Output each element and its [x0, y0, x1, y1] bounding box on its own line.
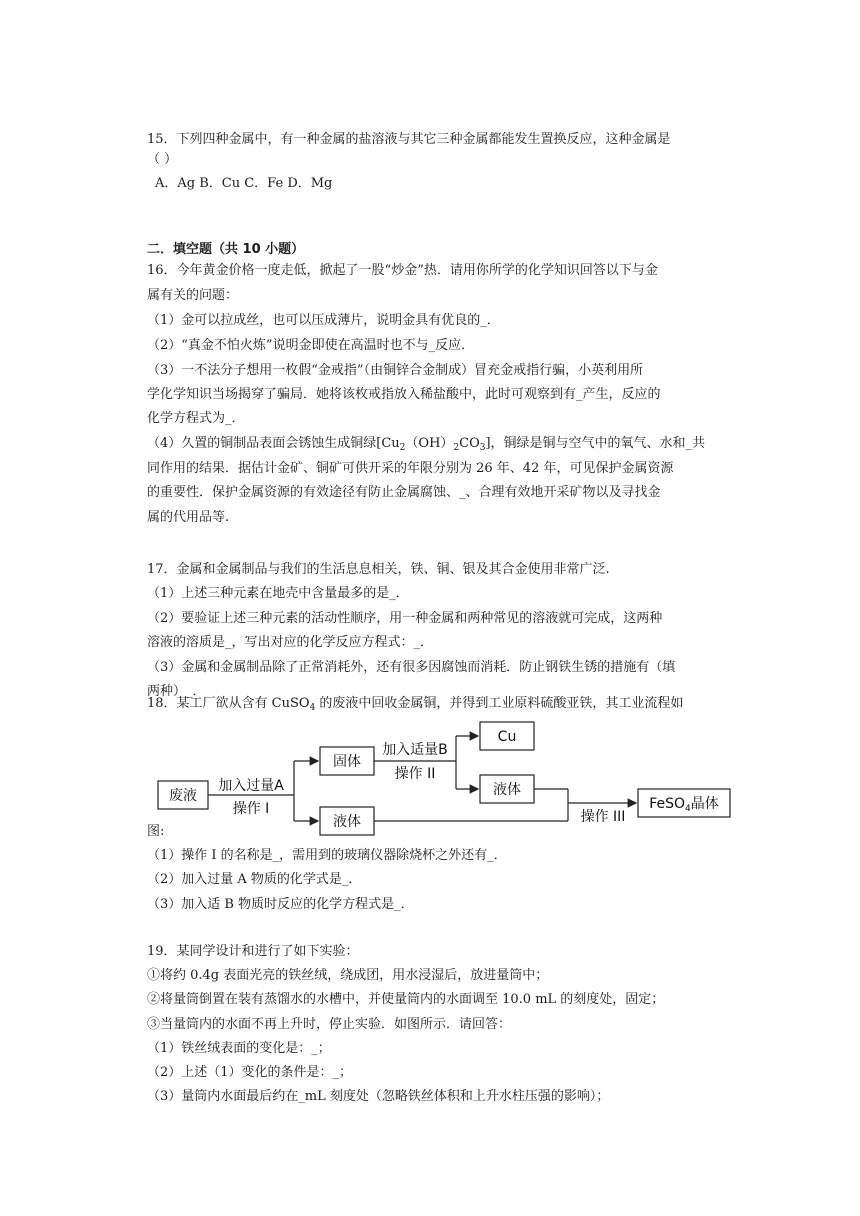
q15-stem-line1: 15．下列四种金属中，有一种金属的盐溶液与其它三种金属都能发生置换反应，这种金属是 [147, 132, 671, 147]
liquid-label-2: 液体 [493, 782, 521, 798]
q18-line: （3）加入适 B 物质时反应的化学方程式是_． [147, 897, 414, 912]
q18-text: 18．某工厂欲从含有 CuSO [147, 696, 310, 711]
q19-line: ②将量筒倒置在装有蒸馏水的水槽中，并使量筒内的水面调至 10.0 mL 的刻度处，固定； [147, 992, 665, 1007]
q16-line-formula [147, 434, 705, 458]
q15-stem-line2: （ ） [147, 152, 178, 167]
subscript: 2 [399, 443, 406, 453]
q17-line: 17．金属和金属制品与我们的生活息息相关，铁、铜、银及其合金使用非常广泛. [147, 562, 610, 577]
q16-text: CO [459, 436, 480, 451]
subscript: 3 [479, 443, 486, 453]
q16-line: 学化学知识当场揭穿了骗局．她将该枚戒指放入稀盐酸中，此时可观察到有_产生，反应的 [147, 387, 661, 402]
q16-line: （1）金可以拉成丝，也可以压成薄片，说明金具有优良的_． [147, 313, 500, 328]
q18-text: 的废液中回收金属铜，并得到工业原料硫酸亚铁，其工业流程如 [315, 696, 684, 711]
q19-line: （3）量筒内水面最后约在_mL 刻度处（忽略铁丝体积和上升水柱压强的影响）； [147, 1089, 610, 1104]
solid-label: 固体 [333, 754, 361, 770]
crystal-word: 晶体 [690, 796, 719, 812]
feso4-crystal-label [649, 795, 719, 814]
q19-line: （1）铁丝绒表面的变化是：_； [147, 1041, 331, 1056]
feso4-formula: FeSO [649, 796, 686, 812]
q16-line: （2）“真金不怕火炼”说明金即使在高温时也不与_反应． [147, 338, 475, 353]
add-a-label: 加入过量A [218, 778, 284, 794]
add-b-label: 加入适量B [382, 742, 448, 758]
q16-line: （3）一不法分子想用一枚假“金戒指”（由铜锌合金制成）冒充金戒指行骗，小英利用所 [147, 363, 644, 378]
q19-line: ①将约 0.4g 表面光亮的铁丝绒，绕成团，用水浸湿后，放进量筒中； [147, 968, 549, 983]
q17-line: （1）上述三种元素在地壳中含量最多的是_． [147, 586, 409, 601]
q16-line: 属的代用品等. [147, 510, 230, 525]
operation-3-label: 操作 III [580, 809, 626, 825]
q18-line [147, 694, 683, 718]
section-heading: 二．填空题（共 10 小题） [147, 242, 305, 257]
q16-line: 的重要性．保护金属资源的有效途径有防止金属腐蚀、_、合理有效地开采矿物以及寻找金 [147, 485, 661, 500]
process-flow-diagram [150, 717, 740, 837]
q19-line: （2）上述（1）变化的条件是：_； [147, 1065, 353, 1080]
q17-line: 溶液的溶质是_，写出对应的化学反应方程式：_． [147, 635, 434, 650]
q16-line: 16．今年黄金价格一度走低，掀起了一股“炒金”热．请用你所学的化学知识回答以下与金 [147, 263, 658, 278]
waste-liquid-label: 废液 [169, 788, 197, 804]
q19-line: ③当量筒内的水面不再上升时，停止实验．如图所示．请回答： [147, 1017, 512, 1032]
q16-line: 同作用的结果．据估计金矿、铜矿可供开采的年限分别为 26 年、42 年，可见保护金属资源 [147, 461, 674, 476]
q15-options: A．Ag B．Cu C．Fe D．Mg [155, 176, 333, 191]
q16-line: 属有关的问题： [147, 288, 239, 303]
q17-line: 两种）_． [147, 684, 206, 699]
q18-figure-tail: 图: [147, 824, 165, 839]
q16-text: ]，铜绿是铜与空气中的氧气、水和_共 [485, 436, 706, 451]
q18-line: （2）加入过量 A 物质的化学式是_． [147, 872, 362, 887]
subscript: 4 [309, 703, 316, 713]
liquid-label-1: 液体 [333, 814, 361, 830]
q18-line: （1）操作 I 的名称是_，需用到的玻璃仪器除烧杯之外还有_． [147, 848, 507, 863]
q17-line: （3）金属和金属制品除了正常消耗外，还有很多因腐蚀而消耗．防止钢铁生锈的措施有（填 [147, 660, 676, 675]
q16-line: 化学方程式为_． [147, 411, 245, 426]
operation-2-label: 操作 II [394, 766, 436, 782]
q19-line: 19．某同学设计和进行了如下实验： [147, 944, 359, 959]
q16-text: （OH） [405, 436, 454, 451]
operation-1-label: 操作 I [232, 801, 270, 817]
q16-text: （4）久置的铜制品表面会锈蚀生成铜绿[Cu [147, 436, 400, 451]
subscript: 2 [453, 443, 460, 453]
subscript: 4 [685, 804, 691, 814]
cu-label: Cu [497, 729, 517, 745]
q17-line: （2）要验证上述三种元素的活动性顺序，用一种金属和两种常见的溶液就可完成，这两种 [147, 611, 663, 626]
